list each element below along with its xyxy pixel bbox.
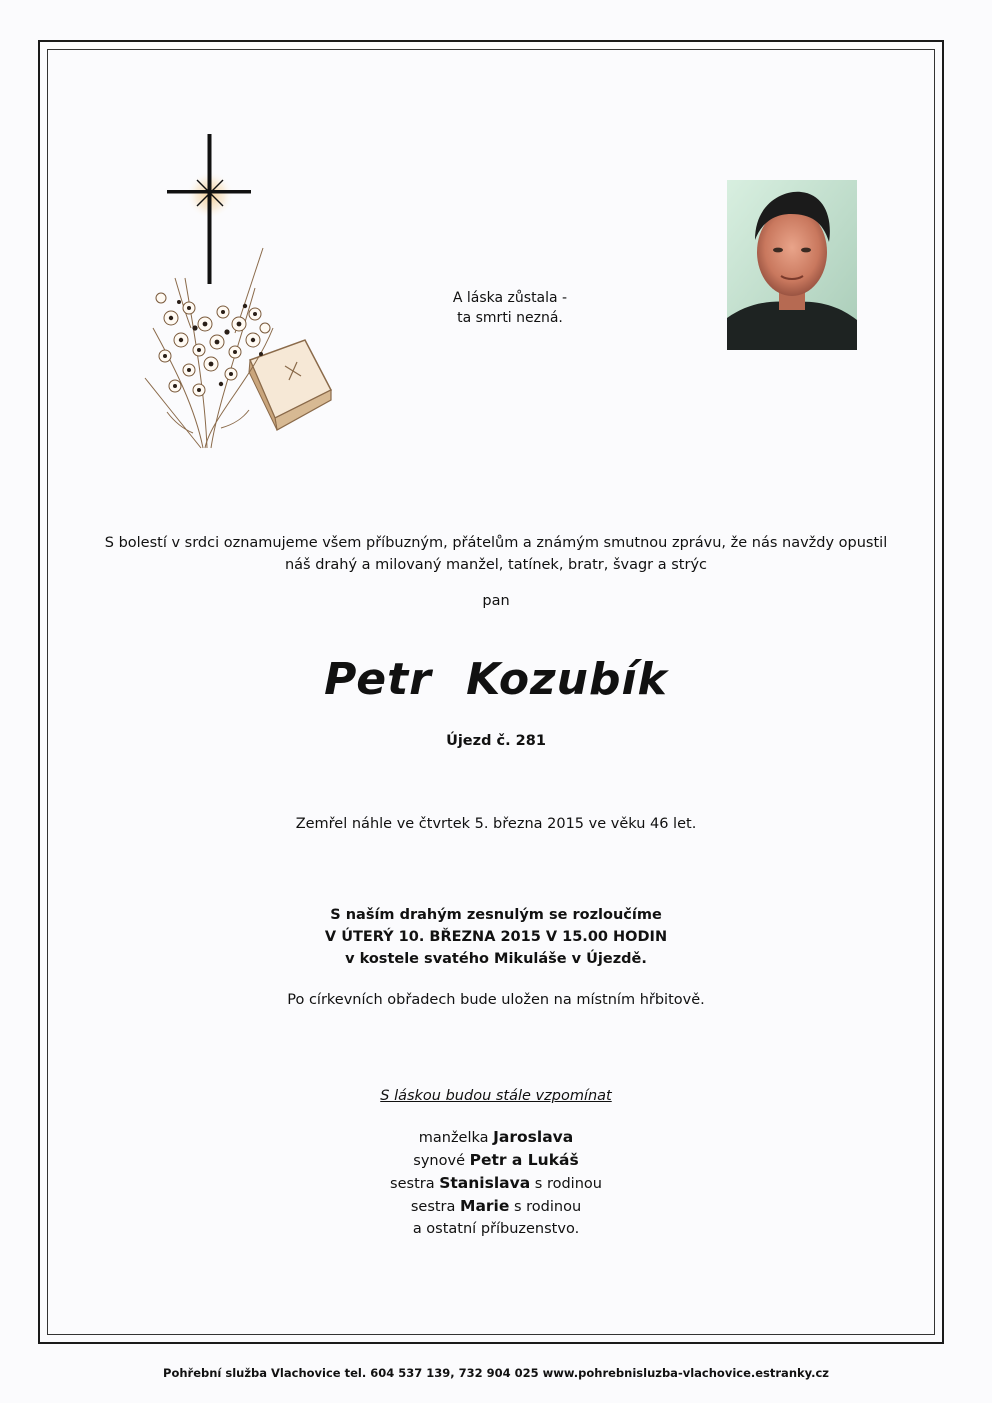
deceased-name: Petr Kozubík: [324, 654, 668, 705]
portrait-photo: [727, 180, 857, 350]
mourner-suffix: s rodinou: [513, 1199, 582, 1215]
announcement-line-1: S bolestí v srdci oznamujeme všem příbuzným, přátelům a známým smutnou zprávu, že nás navždy opustil: [104, 535, 888, 551]
mourner-name: Marie: [460, 1197, 510, 1215]
ceremony-line-2: V ÚTERÝ 10. BŘEZNA 2015 V 15.00 HODIN: [324, 929, 668, 945]
deceased-address: Újezd č. 281: [446, 733, 546, 749]
death-notice: Zemřel náhle ve čtvrtek 5. března 2015 ve věku 46 let.: [295, 816, 697, 832]
mourner-name: Jaroslava: [493, 1128, 574, 1146]
funeral-service-footer: Pohřební služba Vlachovice tel. 604 537 139, 732 904 025 www.pohrebnisluzba-vlachovice.estranky.cz: [163, 1366, 829, 1380]
ceremony-info: [60, 904, 932, 970]
mourners-closing: a ostatní příbuzenstvo.: [412, 1221, 580, 1237]
mourner-suffix: s rodinou: [534, 1176, 602, 1192]
mourner-row: [60, 1149, 932, 1172]
announcement: [60, 532, 932, 576]
honorific: pan: [482, 593, 510, 609]
motto-line-2: ta smrti nezná.: [457, 310, 563, 326]
mourner-row: [60, 1195, 932, 1218]
mourner-relation: manželka: [418, 1130, 489, 1146]
mourner-relation: sestra: [410, 1199, 456, 1215]
ceremony-line-1: S naším drahým zesnulým se rozloučíme: [330, 907, 662, 923]
mourner-name: Petr a Lukáš: [469, 1151, 579, 1169]
motto: [420, 288, 600, 328]
announcement-line-2: náš drahý a milovaný manžel, tatínek, bratr, švagr a strýc: [284, 557, 707, 573]
mourner-row: [60, 1172, 932, 1195]
mourner-name: Stanislava: [439, 1174, 531, 1192]
cross-bouquet-illustration: [135, 128, 345, 458]
mourners-list: [60, 1126, 932, 1240]
remembrance-heading: S láskou budou stále vzpomínat: [380, 1088, 612, 1104]
mourner-row: [60, 1126, 932, 1149]
motto-line-1: A láska zůstala -: [452, 290, 568, 306]
cross-icon: [167, 134, 251, 284]
mourner-relation: synové: [413, 1153, 465, 1169]
burial-notice: Po církevních obřadech bude uložen na místním hřbitově.: [287, 992, 705, 1008]
mourner-relation: sestra: [390, 1176, 435, 1192]
ceremony-line-3: v kostele svatého Mikuláše v Újezdě.: [345, 951, 647, 967]
